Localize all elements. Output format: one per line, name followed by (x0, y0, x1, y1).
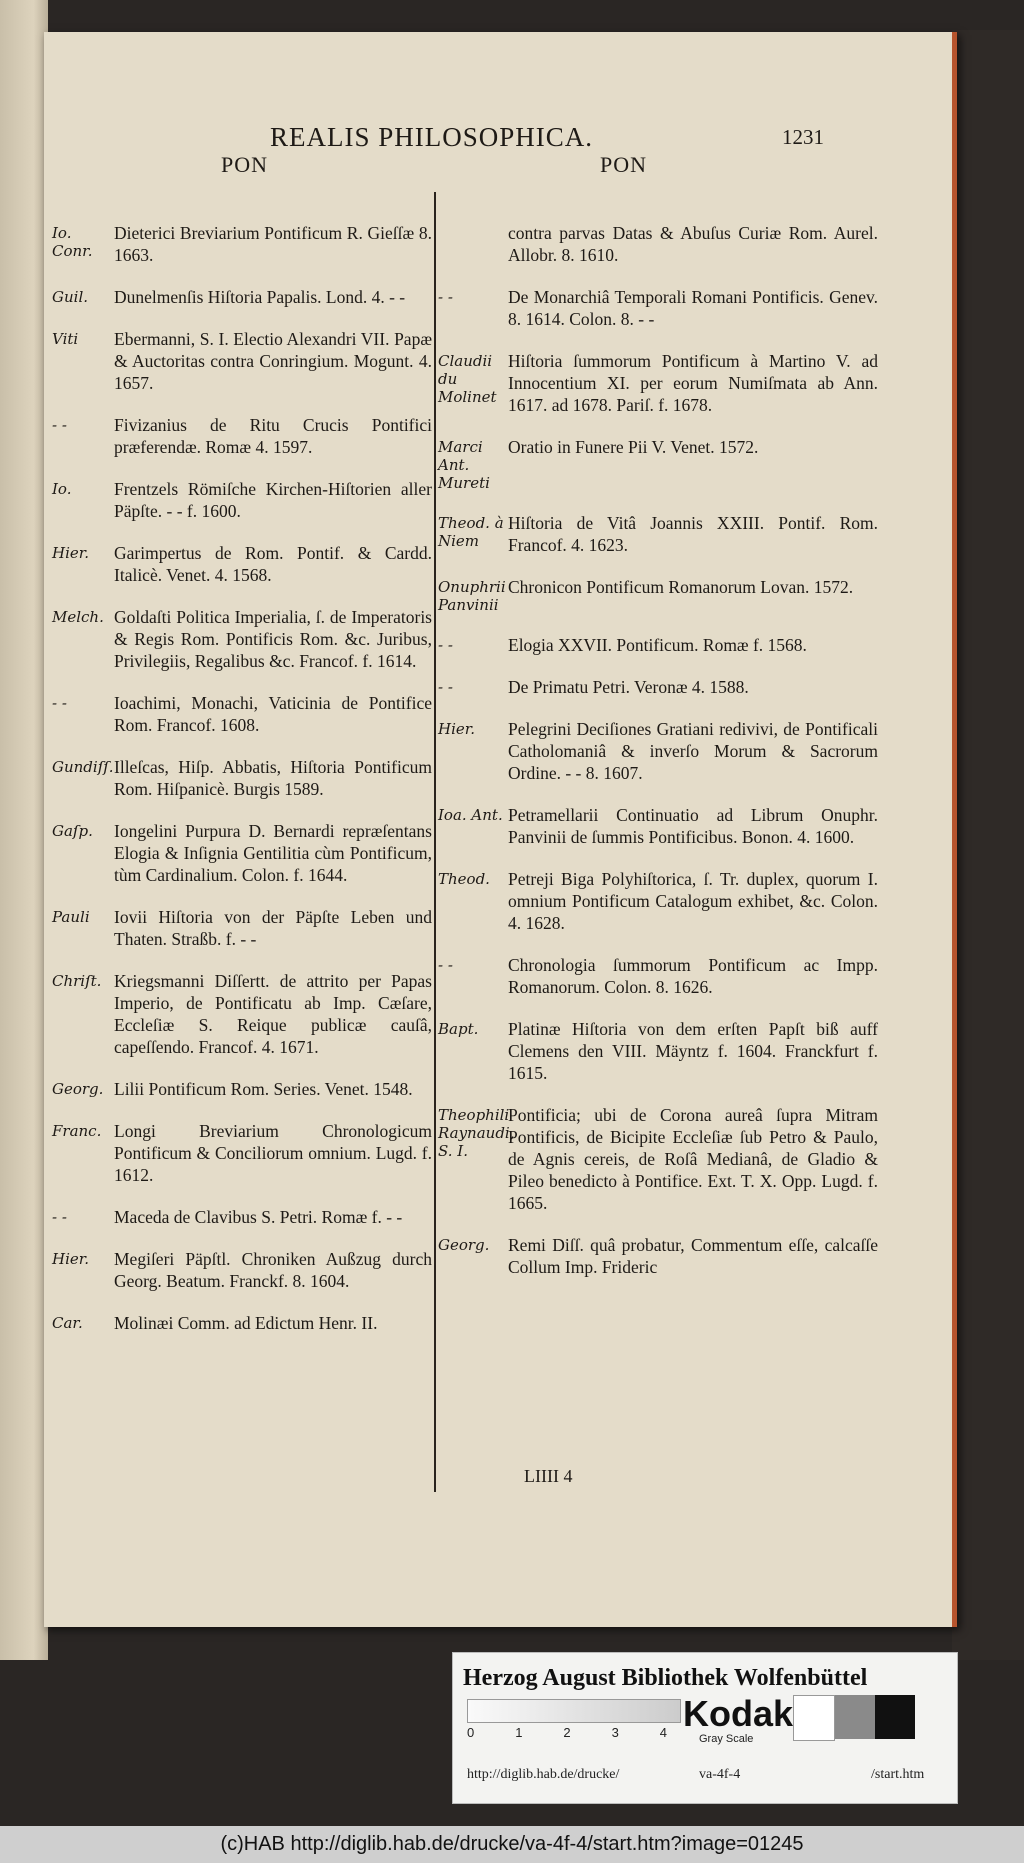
bibliography-entry (438, 512, 878, 556)
label-url: http://diglib.hab.de/drucke/ (467, 1767, 620, 1782)
author-name (438, 222, 508, 266)
entry-text: Chronicon Pontificum Romanorum Lovan. 1572. (508, 577, 854, 597)
bibliography-entry (438, 576, 878, 614)
left-column (52, 222, 432, 1354)
background-shadow (952, 30, 1024, 1660)
bibliography-entry (438, 868, 878, 934)
swatch-black (875, 1695, 915, 1739)
ruler-scale (467, 1699, 681, 1723)
bibliography-entry (52, 1206, 432, 1228)
author-name: Theod. à Niem (438, 514, 504, 550)
gray-scale-label: Gray Scale (699, 1733, 754, 1745)
bibliography-entry (52, 1078, 432, 1100)
author-name: Gaſp. (52, 822, 93, 840)
book-page (44, 32, 957, 1627)
author-name: Georg. (438, 1236, 490, 1254)
author-name: Onuphrii Panvinii (438, 578, 506, 614)
entry-text: Iongelini Purpura D. Bernardi repræſentans Elogia & Inſignia Gentilitia cùm Pontificum, tùm Cardinalium. Colon. f. 1644. (114, 821, 432, 885)
author-name: - - (52, 416, 67, 434)
entry-text: Molinæi Comm. ad Edictum Henr. II. (114, 1313, 378, 1333)
author-name: Franc. (52, 1122, 102, 1140)
entry-text: Frentzels Römiſche Kirchen-Hiſtorien aller Päpſte. - - f. 1600. (114, 479, 432, 521)
bibliography-entry (438, 718, 878, 784)
entry-text: Fivizanius de Ritu Crucis Pontifici præferendæ. Romæ 4. 1597. (114, 415, 432, 457)
author-name: Pauli (52, 908, 90, 926)
author-name: Claudii du Molinet (438, 352, 497, 406)
bibliography-entry (438, 1234, 878, 1278)
entry-text: Maceda de Clavibus S. Petri. Romæ f. - - (114, 1207, 403, 1227)
author-name: Chriſt. (52, 972, 102, 990)
author-name: Theod. (438, 870, 490, 888)
bibliography-entry (52, 606, 432, 672)
entry-text: Hiſtoria de Vitâ Joannis XXIII. Pontif. Rom. Francof. 4. 1623. (508, 513, 878, 555)
entry-text: Chronologia ſummorum Pontificum ac Impp. Romanorum. Colon. 8. 1626. (508, 955, 878, 997)
shelfmark: va-4f-4 (699, 1767, 741, 1782)
gray-swatches (793, 1695, 915, 1741)
entry-text: Megiſeri Päpſtl. Chroniken Außzug durch Georg. Beatum. Franckf. 8. 1604. (114, 1249, 432, 1291)
author-name: - - (438, 956, 453, 974)
entry-text: Lilii Pontificum Rom. Series. Venet. 1548. (114, 1079, 413, 1099)
bibliography-entry (438, 1018, 878, 1084)
author-name: - - (52, 1208, 67, 1226)
bibliography-entry (52, 906, 432, 950)
running-title: REALIS PHILOSOPHICA. (270, 122, 594, 152)
kodak-logo: Kodak (683, 1693, 794, 1734)
author-name: Io. (52, 480, 72, 498)
bibliography-entry (52, 286, 432, 308)
entry-text: Garimpertus de Rom. Pontif. & Cardd. Italicè. Venet. 4. 1568. (114, 543, 432, 585)
ruler-numbers: 0 1 2 3 4 (467, 1725, 667, 1740)
bibliography-entry (52, 756, 432, 800)
bibliography-entry (52, 328, 432, 394)
author-name: Hier. (52, 544, 90, 562)
author-name: Gundiſſ. (52, 758, 114, 776)
bibliography-entry (438, 436, 878, 492)
author-name: Hier. (438, 720, 476, 738)
bibliography-entry (52, 1312, 432, 1334)
swatch-white (793, 1695, 835, 1741)
entry-text: Longi Breviarium Chronologicum Pontificum & Conciliorum omnium. Lugd. f. 1612. (114, 1121, 432, 1185)
author-name: Bapt. (438, 1020, 479, 1038)
bibliography-entry (438, 222, 878, 266)
author-name: Hier. (52, 1250, 90, 1268)
page-header (44, 122, 952, 182)
entry-text: Elogia XXVII. Pontificum. Romæ f. 1568. (508, 635, 807, 655)
right-column-head: PON (600, 152, 648, 177)
author-name: Melch. (52, 608, 104, 626)
entry-text: Illeſcas, Hiſp. Abbatis, Hiſtoria Pontificum Rom. Hiſpanicè. Burgis 1589. (114, 757, 432, 799)
entry-text: Ebermanni, S. I. Electio Alexandri VII. Papæ & Auctoritas contra Conringium. Mogunt. 4. 1657. (114, 329, 432, 393)
author-name: Georg. (52, 1080, 104, 1098)
entry-text: De Monarchiâ Temporali Romani Pontificis. Genev. 8. 1614. Colon. 8. - - (508, 287, 878, 329)
entry-text: contra parvas Datas & Abuſus Curiæ Rom. Aurel. Allobr. 8. 1610. (508, 223, 878, 265)
entry-text: Dieterici Breviarium Pontificum R. Gieſſæ 8. 1663. (114, 223, 432, 265)
bibliography-entry (52, 970, 432, 1058)
entry-text: Dunelmenſis Hiſtoria Papalis. Lond. 4. - - (114, 287, 406, 307)
entry-text: Kriegsmanni Diſſertt. de attrito per Papas Imperio, de Pontificatu ab Imp. Cæſare, Eccleſiæ S. Reique publicæ cauſâ, capeſſendo. Francof. 4. 1671. (114, 971, 432, 1057)
author-name: - - (438, 288, 453, 306)
author-name: Car. (52, 1314, 83, 1332)
bibliography-entry (52, 692, 432, 736)
start-path: /start.htm (871, 1767, 925, 1782)
bibliography-entry (52, 820, 432, 886)
bibliography-entry (438, 634, 878, 656)
bibliography-entry (438, 1104, 878, 1214)
author-name: Io. Conr. (52, 224, 93, 260)
entry-text: Iovii Hiſtoria von der Päpſte Leben und Thaten. Straßb. f. - - (114, 907, 432, 949)
author-name: - - (52, 694, 67, 712)
entry-text: Goldaſti Politica Imperialia, ſ. de Imperatoris & Regis Rom. Pontificis Rom. &c. Juribus, Privilegiis, Regalibus &c. Francof. f. 1614. (114, 607, 432, 671)
entry-text: Ioachimi, Monachi, Vaticinia de Pontifice Rom. Francof. 1608. (114, 693, 432, 735)
bibliography-entry (438, 804, 878, 848)
author-name: Ioa. Ant. (438, 806, 503, 824)
left-column-head: PON (221, 152, 269, 177)
entry-text: Hiſtoria ſummorum Pontificum à Martino V. ad Innocentium XI. per eorum Numiſmata ab Ann. 1617. ad 1678. Pariſ. f. 1678. (508, 351, 878, 415)
author-name: Viti (52, 330, 79, 348)
right-column (438, 222, 878, 1298)
entry-text: Oratio in Funere Pii V. Venet. 1572. (508, 437, 759, 457)
bibliography-entry (438, 286, 878, 330)
bibliography-entry (52, 222, 432, 266)
bibliography-entry (438, 350, 878, 416)
bibliography-entry (52, 414, 432, 458)
signature-mark: LIIII 4 (524, 1466, 573, 1486)
column-divider (434, 192, 436, 1492)
author-name: - - (438, 678, 453, 696)
bibliography-entry (438, 676, 878, 698)
bibliography-entry (52, 1120, 432, 1186)
author-name: - - (438, 636, 453, 654)
bibliography-entry (52, 1248, 432, 1292)
adjacent-page-edge (0, 0, 48, 1660)
entry-text: Pontificia; ubi de Corona aureâ ſupra Mitram Pontificis, de Bicipite Eccleſiæ ſub Petro & Paulo, de Agnis cereis, de Roſâ Medianâ, de Gladio & Pileo benedicto à Pontifice. Ext. T. X. Opp. Lugd. f. 1665. (508, 1105, 878, 1213)
footer-url: (c)HAB http://diglib.hab.de/drucke/va-4f-4/start.htm?image=01245 (0, 1826, 1024, 1863)
library-label (452, 1652, 958, 1804)
bibliography-entry (52, 542, 432, 586)
author-name: Marci Ant. Mureti (438, 438, 490, 492)
page-number: 1231 (782, 125, 824, 149)
author-name: Theophili Raynaudi, S. I. (438, 1106, 515, 1160)
entry-text: Remi Diſſ. quâ probatur, Commentum eſſe, calcaſſe Collum Imp. Frideric (508, 1235, 878, 1277)
entry-text: Petramellarii Continuatio ad Librum Onuphr. Panvinii de ſummis Pontificibus. Bonon. 4. 1600. (508, 805, 878, 847)
entry-text: Pelegrini Deciſiones Gratiani redivivi, de Pontificali Catholomaniâ & inverſo Morum & Sacrorum Ordine. - - 8. 1607. (508, 719, 878, 783)
author-name: Guil. (52, 288, 89, 306)
entry-text: Petreji Biga Polyhiſtorica, ſ. Tr. duplex, quorum I. omnium Pontificum Catalogum exhibet, &c. Colon. 4. 1628. (508, 869, 878, 933)
swatch-gray (835, 1695, 875, 1739)
entry-text: Platinæ Hiſtoria von dem erſten Papſt biß auff Clemens den VIII. Mäyntz f. 1604. Franckfurt f. 1615. (508, 1019, 878, 1083)
entry-text: De Primatu Petri. Veronæ 4. 1588. (508, 677, 749, 697)
institution-name: Herzog August Bibliothek Wolfenbüttel (463, 1665, 868, 1691)
bibliography-entry (52, 478, 432, 522)
bibliography-entry (438, 954, 878, 998)
